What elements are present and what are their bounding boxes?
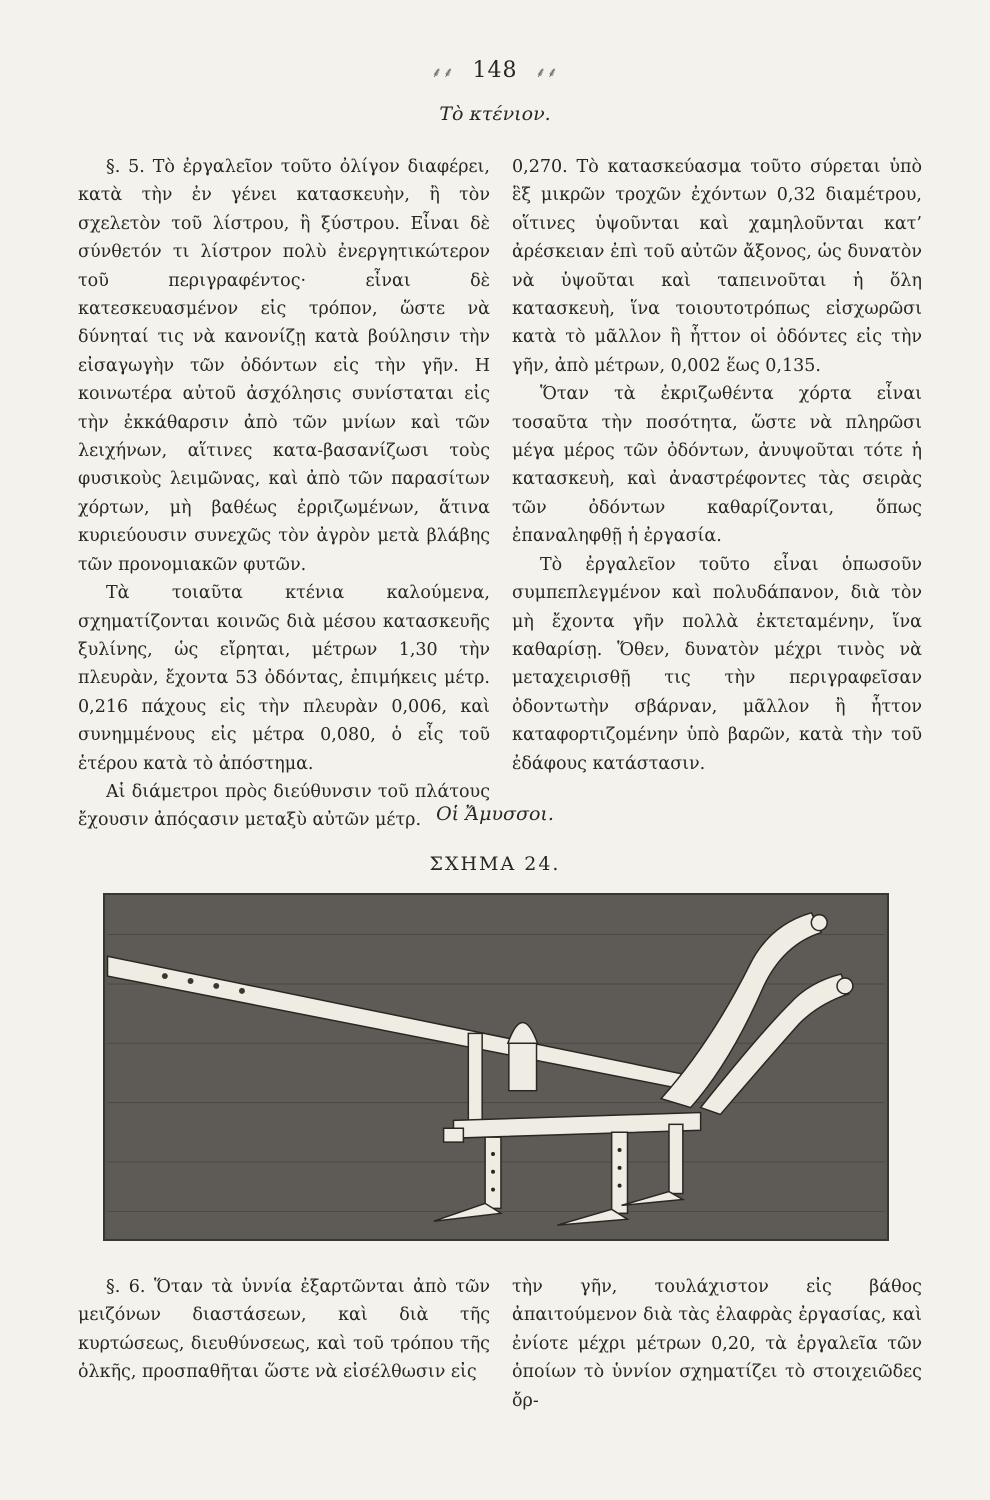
- section1-left-column: [78, 153, 490, 835]
- page-number: 148: [472, 58, 518, 83]
- paragraph: Τὰ τοιαῦτα κτένια καλούμενα, σχηματίζονται κοινῶς διὰ μέσου κατασκευῆς ξυλίνης, ὡς εἴρηται, μέτρων 1,30 τὴν πλευρὰν, ἔχοντα 53 ὀδόντας, ἐπιμήκεις μέτρ. 0,216 πάχους εἰς τὴν πλευρὰν 0,006, καὶ συνημμένους εἰς μέτρα 0,080, ὁ εἷς τοῦ ἑτέρου κατὰ τὸ ἀπόστημα.: [78, 583, 490, 774]
- paragraph: Αἱ διάμετροι πρὸς διεύθυνσιν τοῦ πλάτους ἔχουσιν ἀπόςασιν μεταξὺ αὐτῶν μέτρ.: [78, 781, 490, 831]
- section2-right-column: [512, 1273, 922, 1415]
- section2-left-column: [78, 1273, 490, 1387]
- section-title-amyssoi: Οἱ Ἄμυσσοι.: [436, 803, 554, 825]
- plough-illustration-icon: [103, 893, 889, 1241]
- paragraph: §. 5. Τὸ ἐργαλεῖον τοῦτο ὀλίγον διαφέρει, κατὰ τὴν ἐν γένει κατασκευὴν, ἢ τὸν σχελετὸν τοῦ λίστρου, ἢ ξύστρου. Εἶναι δὲ σύνθετόν τι λίστρον πολὺ ἐνεργητικώτερον τοῦ περιγραφέντος· εἶναι δὲ κατεσκευασμένον εἰς τρόπον, ὥστε νὰ δύνηταί τις νὰ κανονίζῃ κατὰ βούλησιν τὴν εἰσαγωγὴν τῶν ὀδόντων εἰς τὴν γῆν. Η κοινωτέρα αὐτοῦ ἀσχόλησις συνίσταται εἰς τὴν ἐκκάθαρσιν ἀπὸ τῶν μνίων καὶ τῶν λειχήνων, αἵτινες κατα-βασανίζωσι τοὺς φυσικοὺς λειμῶνας, καὶ ἀπὸ τῶν παρασίτων χόρτων, μὴ βαθέως ἐρριζωμένων, ἅτινα κυριεύουσιν συνεχῶς τὸν ἀγρὸν μετὰ βλάβης τῶν προνομιακῶν φυτῶν.: [78, 157, 490, 575]
- ornament-right: ⸙⸙: [535, 65, 559, 81]
- paragraph: Ὅταν τὰ ἐκριζωθέντα χόρτα εἶναι τοσαῦτα τὴν ποσότητα, ὥστε νὰ πληρῶσι μέγα μέρος τῶν ὀδόντων, ἀνυψοῦται τότε ἡ κατασκευὴ, καὶ ἀναστρέφοντες τὰς σειρὰς τῶν ὀδόντων καθαρίζονται, ὅπως ἐπαναληφθῇ ἡ ἐργασία.: [512, 384, 922, 547]
- paragraph: 0,270. Τὸ κατασκεύασμα τοῦτο σύρεται ὑπὸ ἓξ μικρῶν τροχῶν ἐχόντων 0,32 διαμέτρου, οἵτινες ὑψοῦνται καὶ χαμηλοῦνται κατ’ ἀρέσκειαν ἐπὶ τοῦ αὐτῶν ἄξονος, ὡς δυνατὸν νὰ ὑψοῦται καὶ ταπεινοῦται ἡ ὅλη κατασκευὴ, ἵνα τοιουτοτρόπως εἰσχωρῶσι κατὰ τὸ μᾶλλον ἢ ἧττον οἱ ὀδόντες εἰς τὴν γῆν, ἀπὸ μέτρων, 0,002 ἕως 0,135.: [512, 157, 922, 376]
- paragraph: τὴν γῆν, τουλάχιστον εἰς βάθος ἀπαιτούμενον διὰ τὰς ἐλαφρὰς ἐργασίας, καὶ ἐνίοτε μέχρι μέτρων 0,20, τὰ ἐργαλεῖα τῶν ὁποίων τὸ ὑννίον σχηματίζει τὸ στοιχειῶδες ὄρ-: [512, 1277, 922, 1411]
- ornament-left: ⸙⸙: [431, 65, 455, 81]
- figure-caption: ΣΧΗΜΑ 24.: [429, 853, 561, 875]
- paragraph: §. 6. Ὅταν τὰ ὑννία ἐξαρτῶνται ἀπὸ τῶν μειζόνων διαστάσεων, καὶ διὰ τῆς κυρτώσεως, διευθύνσεως, καὶ τοῦ τρόπου τῆς ὁλκῆς, προσπαθῆται ὥστε νὰ εἰσέλθωσιν εἰς: [78, 1277, 490, 1383]
- plough-drawing: [105, 895, 887, 1239]
- page-header: [0, 58, 990, 83]
- paragraph: Τὸ ἐργαλεῖον τοῦτο εἶναι ὁπωσοῦν συμπεπλεγμένον καὶ πολυδάπανον, διὰ τὸν μὴ ἔχοντα γῆν πολλὰ ἐκτεταμένην, ἵνα καθαρίσῃ. Ὅθεν, δυνατὸν μέχρι τινὸς νὰ μεταχειρισθῇ τις τὴν περιγραφεῖσαν ὀδοντωτὴν σβάρναν, μᾶλλον ἢ ἧττον καταφορτιζομένην ὑπὸ βαρῶν, κατὰ τὴν τοῦ ἐδάφους κατάστασιν.: [512, 554, 922, 774]
- section1-right-column: [512, 153, 922, 778]
- section-title-ktenion: Τὸ κτένιον.: [439, 103, 551, 125]
